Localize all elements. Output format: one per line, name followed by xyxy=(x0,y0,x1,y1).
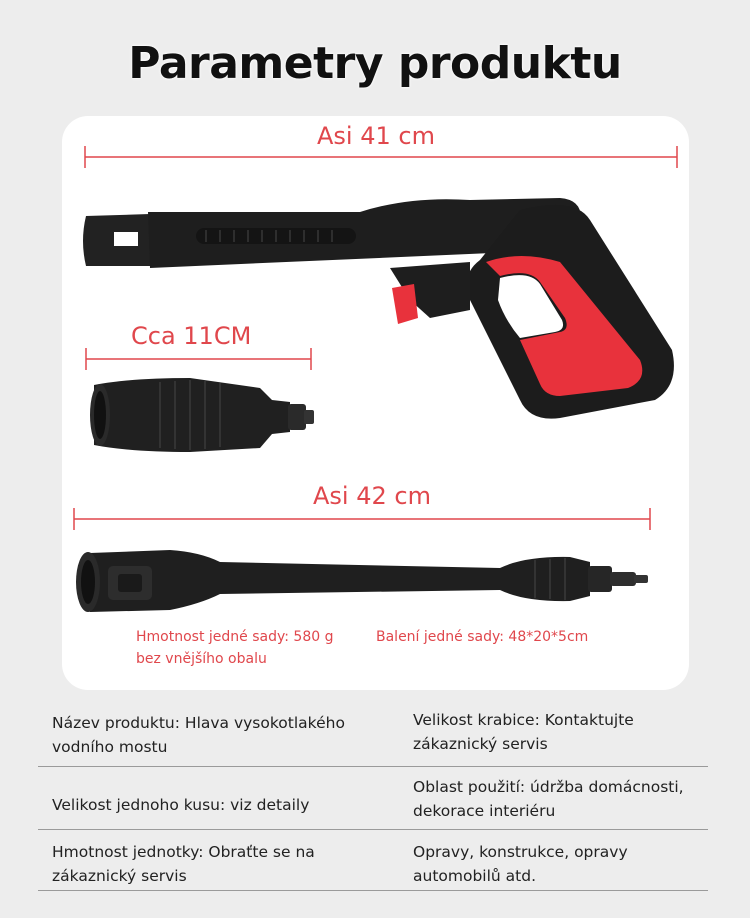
specs-table xyxy=(38,700,708,891)
spec-box-size: Velikost krabice: Kontaktujte zákaznický servis xyxy=(413,711,634,753)
wand-icon xyxy=(76,550,648,612)
wand-measure-line xyxy=(74,508,650,530)
spec-unit-weight: Hmotnost jednotky: Obraťte se na zákaznický servis xyxy=(52,843,315,885)
spec-usage-area: Oblast použití: údržba domácnosti, dekorace interiéru xyxy=(413,778,684,820)
specs-row xyxy=(38,830,708,891)
gun-measure-line xyxy=(85,146,677,168)
set-weight-note: Hmotnost jedné sady: 580 g bez vnějšího obalu xyxy=(136,629,334,667)
set-package-note: Balení jedné sady: 48*20*5cm xyxy=(376,629,589,645)
spec-piece-size: Velikost jednoho kusu: viz detaily xyxy=(52,796,310,814)
spec-product-name: Název produktu: Hlava vysokotlakého vodního mostu xyxy=(52,714,345,756)
specs-row xyxy=(38,700,708,767)
nozzle-icon xyxy=(90,378,314,452)
spec-applications: Opravy, konstrukce, opravy automobilů atd. xyxy=(413,843,628,885)
nozzle-length-label: Cca 11CM xyxy=(131,322,252,350)
nozzle-measure-line xyxy=(86,348,311,370)
specs-row xyxy=(38,767,708,830)
page-title: Parametry produktu xyxy=(128,38,622,89)
wand-length-label: Asi 42 cm xyxy=(313,482,431,510)
gun-length-label: Asi 41 cm xyxy=(317,122,435,150)
